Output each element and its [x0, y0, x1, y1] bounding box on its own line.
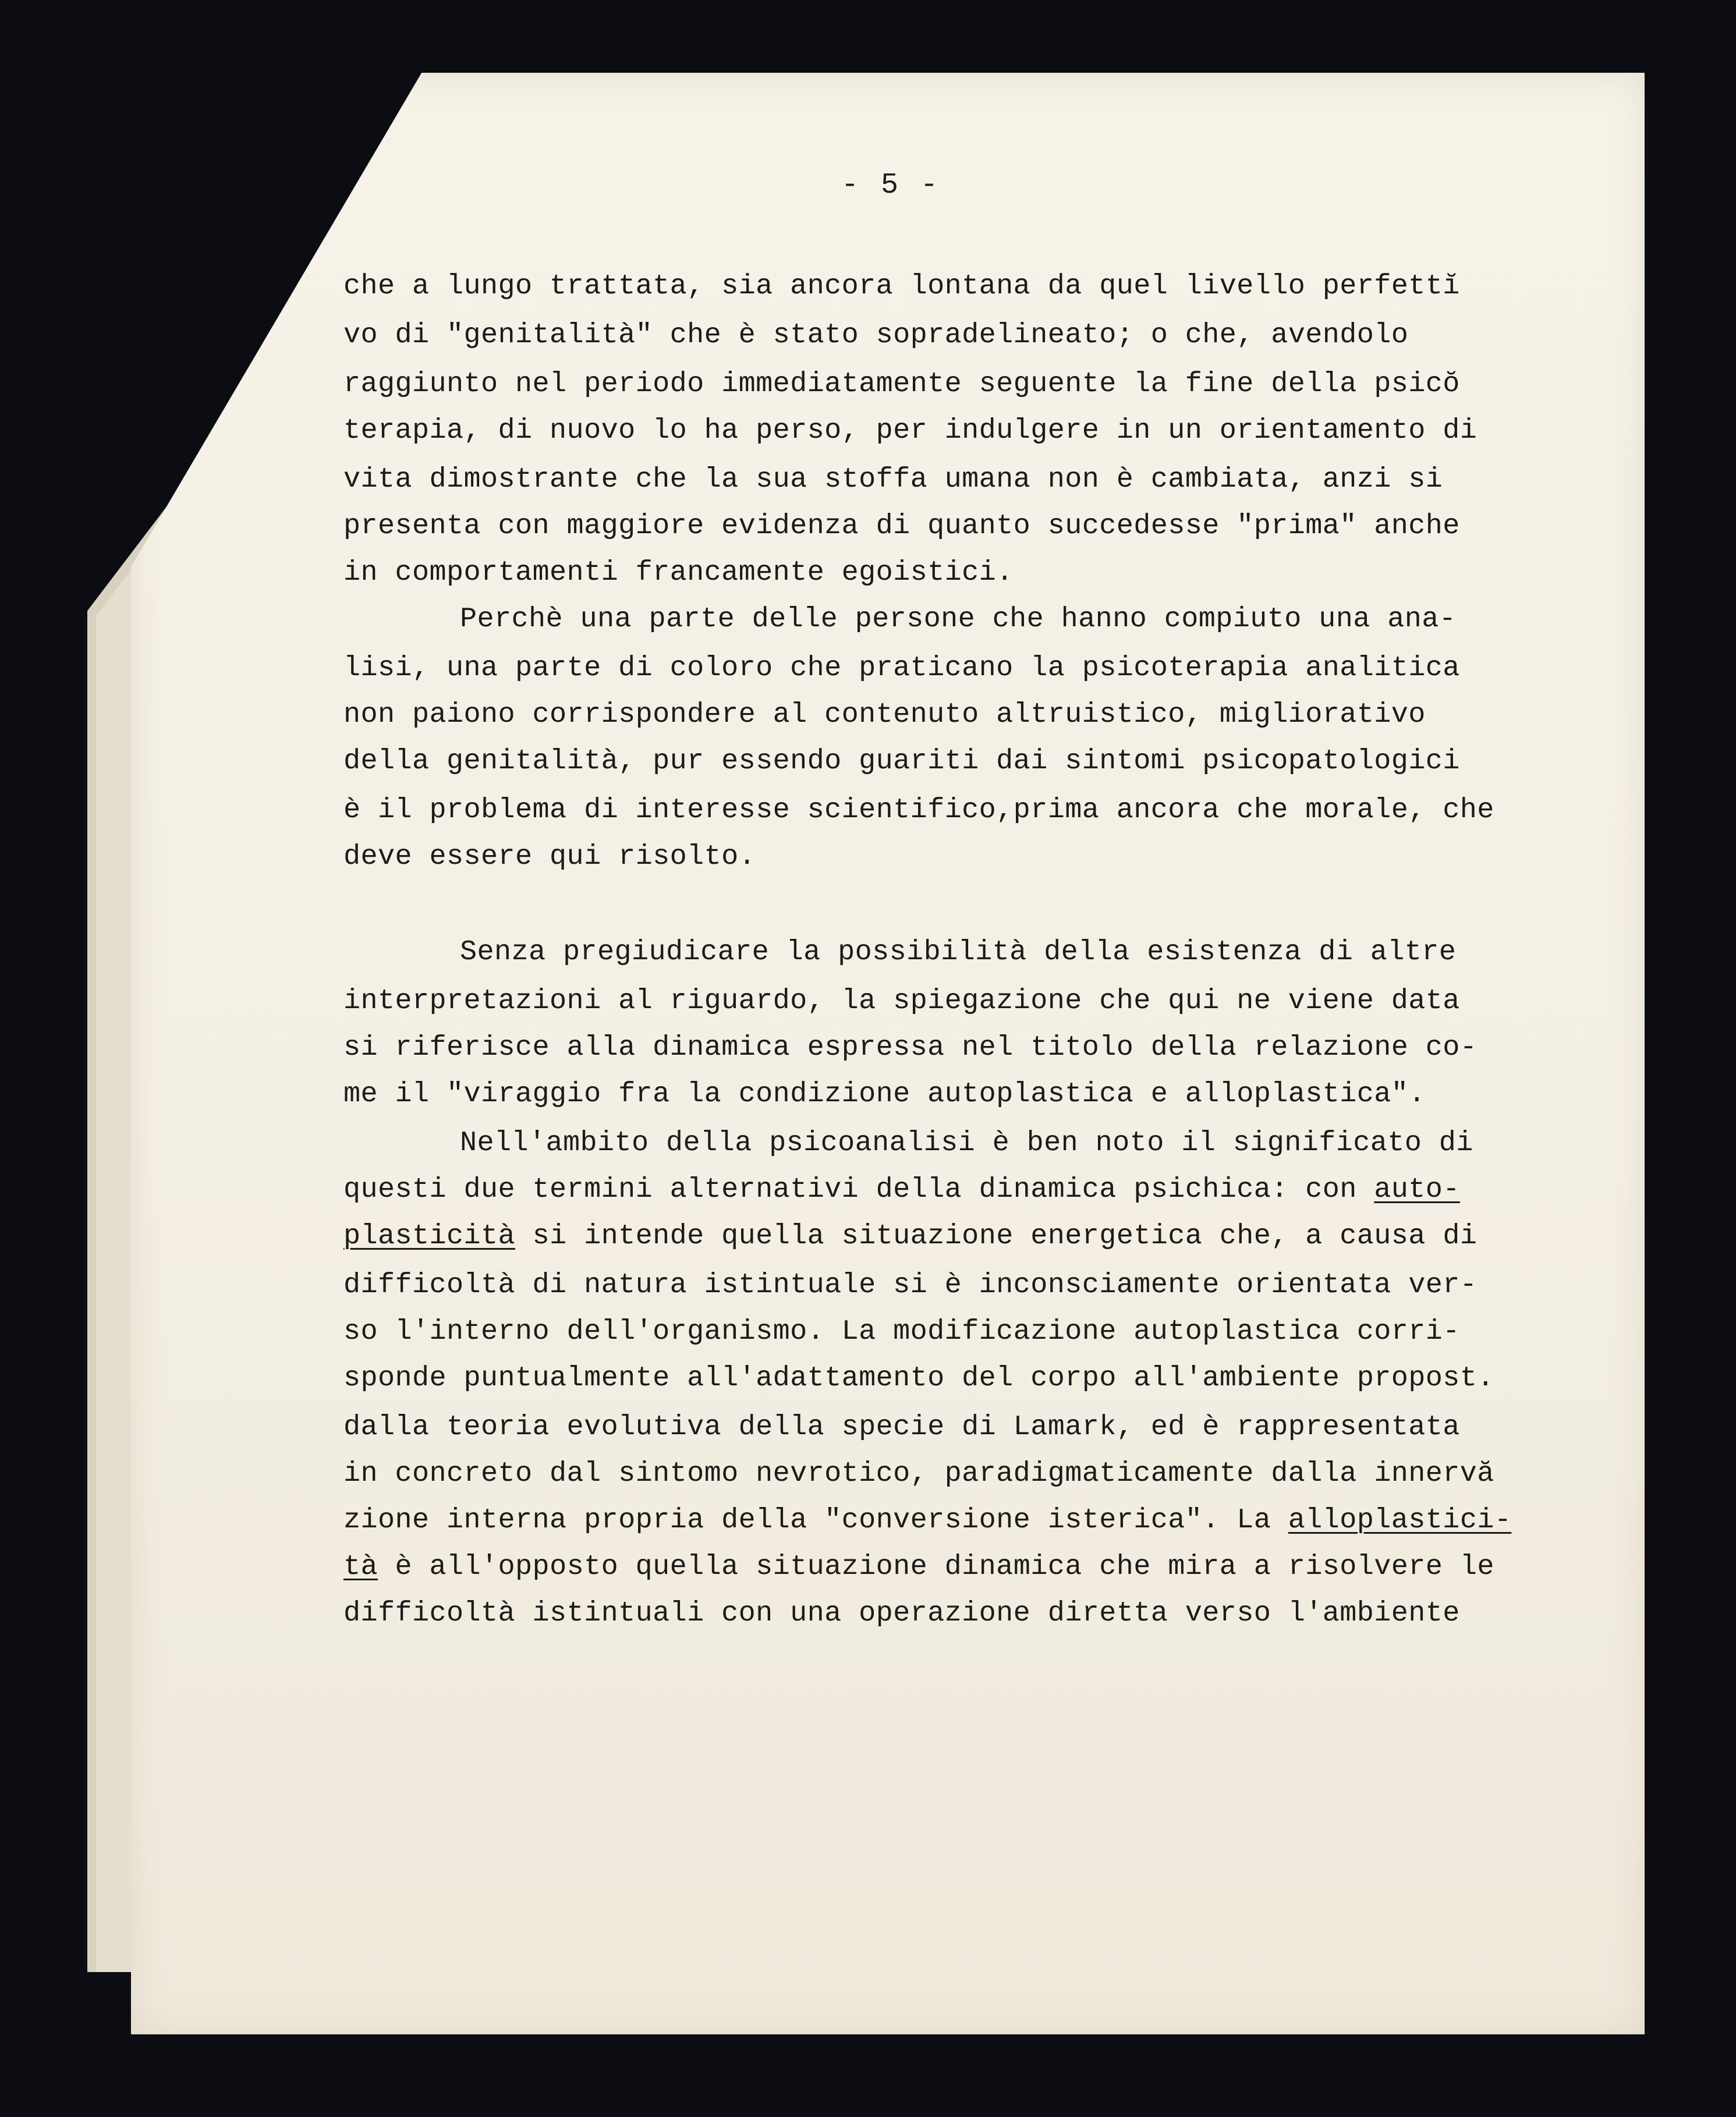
- text-line: vo di "genitalità" che è stato sopradelineato; o che, avendolo: [343, 319, 1409, 351]
- underlined-term: tà: [343, 1551, 378, 1583]
- text-line: me il "viraggio fra la condizione autoplastica e alloplastica".: [343, 1078, 1426, 1110]
- text-line: in concreto dal sintomo nevrotico, paradigmaticamente dalla innervă: [343, 1458, 1494, 1490]
- text-line: si riferisce alla dinamica espressa nel titolo della relazione co-: [343, 1031, 1478, 1063]
- text-line: che a lungo trattata, sia ancora lontana da quel livello perfettĭ: [343, 270, 1460, 302]
- text-line: della genitalità, pur essendo guariti dai sintomi psicopatologici: [343, 745, 1460, 777]
- text-line: presenta con maggiore evidenza di quanto succedesse "prima" anche: [343, 510, 1460, 542]
- text-line: in comportamenti francamente egoistici.: [343, 556, 1014, 588]
- text-line: so l'interno dell'organismo. La modificazione autoplastica corri-: [343, 1315, 1460, 1347]
- text-line: Nell'ambito della psicoanalisi è ben noto il significato di: [460, 1127, 1473, 1159]
- underlined-term: alloplastici-: [1288, 1504, 1512, 1536]
- text-line: [343, 1222, 1477, 1251]
- text-line: difficoltà di natura istintuale si è inconsciamente orientata ver-: [343, 1269, 1478, 1301]
- text-line: vita dimostrante che la sua stoffa umana non è cambiata, anzi si: [343, 463, 1443, 495]
- text-line: Senza pregiudicare la possibilità della esistenza di altre: [460, 936, 1457, 968]
- text-line: [343, 1506, 1511, 1535]
- text-segment: si intende quella situazione energetica che, a causa di: [515, 1220, 1478, 1252]
- text-line: è il problema di interesse scientifico,prima ancora che morale, che: [343, 794, 1494, 826]
- text-line: difficoltà istintuali con una operazione diretta verso l'ambiente: [343, 1597, 1460, 1629]
- text-line: [343, 1173, 1460, 1205]
- text-line: lisi, una parte di coloro che praticano la psicoterapia analitica: [343, 652, 1460, 684]
- text-segment: questi due termini alternativi della dinamica psichica: con: [343, 1173, 1374, 1205]
- text-line: raggiunto nel periodo immediatamente seguente la fine della psicŏ: [343, 368, 1460, 400]
- text-line: interpretazioni al riguardo, la spiegazione che qui ne viene data: [343, 985, 1460, 1017]
- text-segment: è all'opposto quella situazione dinamica che mira a risolvere le: [378, 1551, 1494, 1583]
- text-line: Perchè una parte delle persone che hanno compiuto una ana-: [460, 603, 1457, 635]
- text-line: terapia, di nuovo lo ha perso, per indulgere in un orientamento di: [343, 414, 1478, 446]
- text-line: deve essere qui risolto.: [343, 841, 756, 873]
- text-line: non paiono corrispondere al contenuto altruistico, migliorativo: [343, 698, 1426, 731]
- page-number: - 5 -: [841, 169, 941, 202]
- underlined-term: auto-: [1374, 1173, 1460, 1205]
- underlined-term: plasticità: [343, 1220, 516, 1252]
- text-line: dalla teoria evolutiva della specie di Lamark, ed è rappresentata: [343, 1411, 1460, 1443]
- text-line: sponde puntualmente all'adattamento del corpo all'ambiente propost.: [343, 1362, 1494, 1394]
- text-line: [343, 1553, 1494, 1581]
- text-segment: zione interna propria della "conversione isterica". La: [343, 1504, 1288, 1536]
